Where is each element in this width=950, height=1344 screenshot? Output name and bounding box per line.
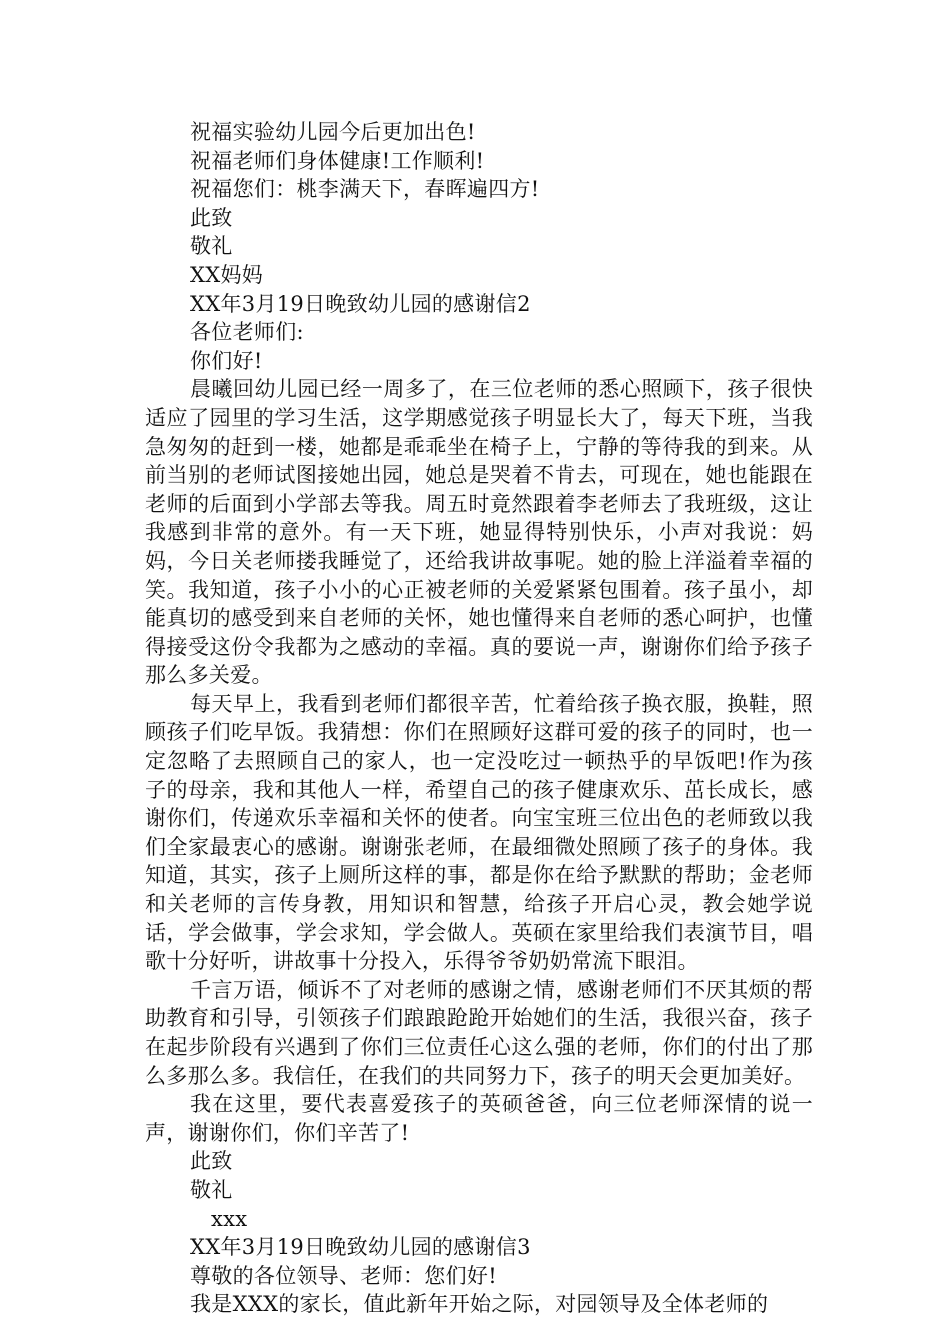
salutation: 各位老师们: <box>190 320 304 345</box>
closing-line: 敬礼 <box>190 234 233 259</box>
body-paragraph: 晨曦回幼儿园已经一周多了，在三位老师的悉心照顾下，孩子很快适应了园里的学习生活，这学期感觉孩子明显长大了，每天下班，当我急匆匆的赶到一楼，她都是乖乖坐在椅子上，宁静的等待我的到来。从前当别的老师试图接她出园，她总是哭着不肯去，可现在，她也能跟在老师的后面到小学部去等我。周五时竟然跟着李老师去了我班级，这让我感到非常的意外。有一天下班，她显得特别快乐，小声对我说：妈妈，今日关老师搂我睡觉了，还给我讲故事呢。她的脸上洋溢着幸福的笑。我知道，孩子小小的心正被老师的关爱紧紧包围着。孩子虽小，却能真切的感受到来自老师的关怀，她也懂得来自老师的悉心呵护，也懂得接受这份令我都为之感动的幸福。真的要说一声，谢谢你们给予孩子那么多关爱。 <box>145 377 813 688</box>
closing-line: 此致 <box>190 1149 233 1174</box>
greeting: 你们好! <box>190 348 263 373</box>
signature-line: XX妈妈 <box>190 262 264 287</box>
text-line: 祝福老师们身体健康!工作顺利! <box>190 148 485 173</box>
signature-line: xxx <box>211 1206 248 1231</box>
document-body <box>145 118 813 1319</box>
closing-line: 此致 <box>190 205 233 230</box>
letter-title: XX年3月19日晚致幼儿园的感谢信3 <box>190 1235 531 1260</box>
salutation: 尊敬的各位领导、老师：您们好! <box>190 1263 497 1288</box>
letter-title: XX年3月19日晚致幼儿园的感谢信2 <box>190 291 531 316</box>
body-paragraph: 我在这里，要代表喜爱孩子的英硕爸爸，向三位老师深情的说一声，谢谢你们，你们辛苦了! <box>145 1092 813 1145</box>
body-paragraph: 我是XXX的家长，值此新年开始之际，对园领导及全体老师的 <box>190 1292 769 1317</box>
closing-line: 敬礼 <box>190 1177 233 1202</box>
text-line: 祝福实验幼儿园今后更加出色! <box>190 120 476 144</box>
body-paragraph: 每天早上，我看到老师们都很辛苦，忙着给孩子换衣服，换鞋，照顾孩子们吃早饭。我猜想：你们在照顾好这群可爱的孩子的同时，也一定忽略了去照顾自己的家人，也一定没吃过一顿热乎的早饭吧!作为孩子的母亲，我和其他人一样，希望自己的孩子健康欢乐、茁长成长，感谢你们，传递欢乐幸福和关怀的使者。向宝宝班三位出色的老师致以我们全家最衷心的感谢。谢谢张老师，在最细微处照顾了孩子的身体。我知道，其实，孩子上厕所这样的事，都是你在给予默默的帮助；金老师和关老师的言传身教，用知识和智慧，给孩子开启心灵，教会她学说话，学会做事，学会求知，学会做人。英硕在家里给我们表演节目，唱歌十分好听，讲故事十分投入，乐得爷爷奶奶常流下眼泪。 <box>145 691 813 974</box>
text-line: 祝福您们：桃李满天下，春晖遍四方! <box>190 177 540 202</box>
body-paragraph: 千言万语，倾诉不了对老师的感谢之情，感谢老师们不厌其烦的帮助教育和引导，引领孩子们踉踉跄跄开始她们的生活，我很兴奋，孩子在起步阶段有兴遇到了你们三位责任心这么强的老师，你们的付出了那么多那么多。我信任，在我们的共同努力下，孩子的明天会更加美好。 <box>145 977 813 1088</box>
